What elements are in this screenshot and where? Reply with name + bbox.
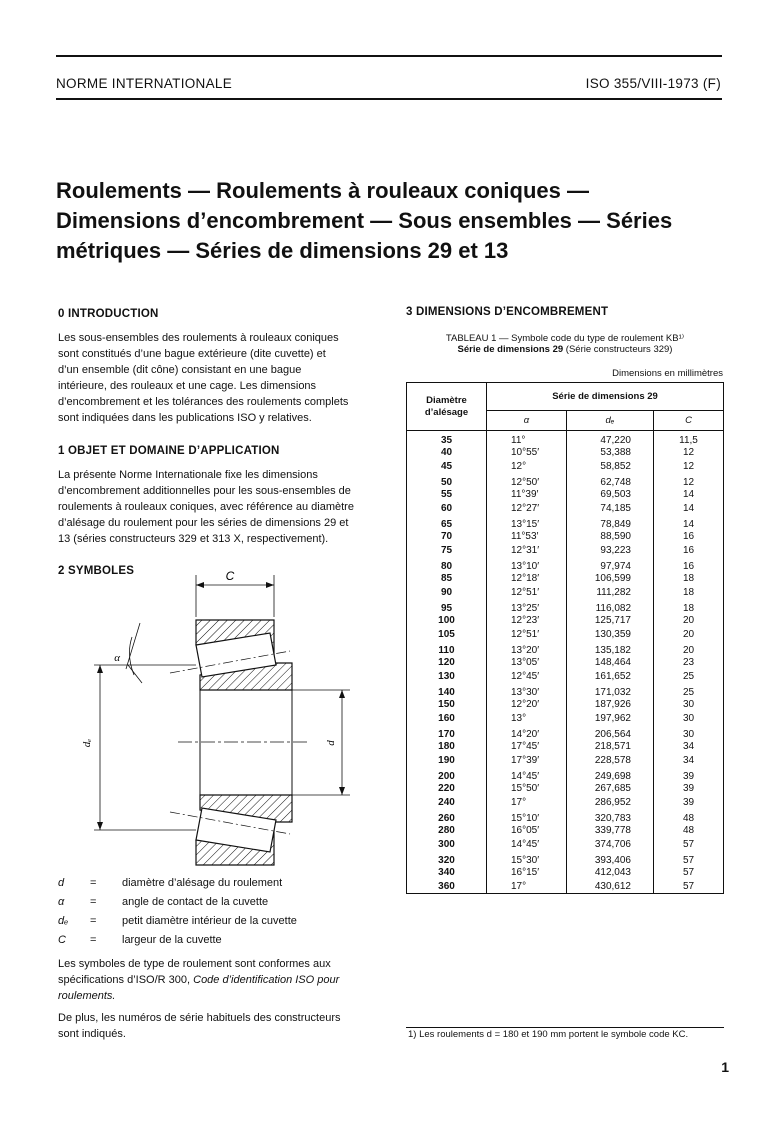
cell-bore: 300 bbox=[407, 838, 487, 852]
cell-alpha: 13°20′ bbox=[487, 641, 567, 656]
cell-bore: 45 bbox=[407, 460, 487, 474]
text-line: La présente Norme Internationale fixe les dimensions bbox=[58, 469, 318, 481]
table-row bbox=[407, 460, 724, 474]
cell-alpha: 12°51′ bbox=[487, 586, 567, 600]
text-line bbox=[58, 972, 376, 988]
page-number: 1 bbox=[721, 1059, 729, 1075]
cell-alpha: 12°45′ bbox=[487, 670, 567, 684]
cell-bore: 220 bbox=[407, 782, 487, 796]
cell-c: 20 bbox=[654, 614, 724, 628]
cell-c: 18 bbox=[654, 599, 724, 614]
text-line: Les symboles de type de roulement sont conformes aux bbox=[58, 958, 331, 970]
cell-alpha: 14°45′ bbox=[487, 838, 567, 852]
text-line: sont indiqués. bbox=[58, 1028, 126, 1040]
equals: = bbox=[90, 915, 97, 927]
cell-alpha: 16°15′ bbox=[487, 866, 567, 880]
text-line: 13 (séries constructeurs 329 et 313 X, respectivement). bbox=[58, 533, 329, 545]
cell-c: 12 bbox=[654, 446, 724, 460]
symbol-desc: diamètre d’alésage du roulement bbox=[122, 877, 283, 889]
footnote-rule bbox=[406, 1027, 724, 1028]
cell-alpha: 12°27′ bbox=[487, 502, 567, 516]
cell-alpha: 14°20′ bbox=[487, 725, 567, 740]
cell-de: 93,223 bbox=[567, 544, 654, 558]
table-row bbox=[407, 866, 724, 880]
cell-de: 88,590 bbox=[567, 530, 654, 544]
series-header: Série de dimensions 29 bbox=[487, 383, 724, 411]
cell-bore: 110 bbox=[407, 641, 487, 656]
text-line: d’un ensemble (dit cône) consistant en une bague bbox=[58, 364, 302, 376]
bearing-figure bbox=[70, 565, 370, 870]
caption-line bbox=[406, 344, 724, 355]
cell-alpha: 12° bbox=[487, 460, 567, 474]
intro-heading: 0 INTRODUCTION bbox=[58, 308, 159, 320]
cell-de: 116,082 bbox=[567, 599, 654, 614]
title-line: Dimensions d’encombrement — Sous ensembles — Séries bbox=[56, 208, 673, 233]
table-row bbox=[407, 599, 724, 614]
cell-c: 57 bbox=[654, 851, 724, 866]
cell-c: 16 bbox=[654, 530, 724, 544]
cell-c: 16 bbox=[654, 557, 724, 572]
cell-c: 39 bbox=[654, 767, 724, 782]
header-line: d’alésage bbox=[424, 406, 469, 418]
cell-de: 320,783 bbox=[567, 809, 654, 824]
cell-c: 48 bbox=[654, 824, 724, 838]
table-row bbox=[407, 754, 724, 768]
cell-bore: 360 bbox=[407, 880, 487, 894]
cell-bore: 75 bbox=[407, 544, 487, 558]
cell-bore: 160 bbox=[407, 712, 487, 726]
cell-alpha: 12°20′ bbox=[487, 698, 567, 712]
table-row bbox=[407, 740, 724, 754]
cell-de: 97,974 bbox=[567, 557, 654, 572]
cell-de: 135,182 bbox=[567, 641, 654, 656]
table-row bbox=[407, 586, 724, 600]
cell-alpha: 12°51′ bbox=[487, 628, 567, 642]
cell-alpha: 14°45′ bbox=[487, 767, 567, 782]
cell-de: 171,032 bbox=[567, 683, 654, 698]
intro-paragraph bbox=[58, 330, 376, 426]
symbol-desc: petit diamètre intérieur de la cuvette bbox=[122, 915, 297, 927]
cell-de: 125,717 bbox=[567, 614, 654, 628]
cell-c: 30 bbox=[654, 698, 724, 712]
table-row bbox=[407, 656, 724, 670]
label-alpha: α bbox=[114, 652, 120, 664]
cell-alpha: 12°50′ bbox=[487, 473, 567, 488]
cell-bore: 105 bbox=[407, 628, 487, 642]
cell-de: 206,564 bbox=[567, 725, 654, 740]
cell-bore: 140 bbox=[407, 683, 487, 698]
cell-de: 74,185 bbox=[567, 502, 654, 516]
symbol-desc: largeur de la cuvette bbox=[122, 934, 222, 946]
table-row bbox=[407, 838, 724, 852]
cell-alpha: 15°50′ bbox=[487, 782, 567, 796]
cell-bore: 320 bbox=[407, 851, 487, 866]
header-left: NORME INTERNATIONALE bbox=[56, 76, 233, 91]
cell-alpha: 13°30′ bbox=[487, 683, 567, 698]
caption-series-note: (Série constructeurs 329) bbox=[563, 344, 673, 355]
title-line: Roulements — Roulements à rouleaux coniques — bbox=[56, 178, 589, 203]
table-row bbox=[407, 796, 724, 810]
cell-c: 11,5 bbox=[654, 431, 724, 447]
cell-bore: 95 bbox=[407, 599, 487, 614]
symbols-note bbox=[58, 956, 376, 1004]
table-row bbox=[407, 446, 724, 460]
cell-alpha: 12°23′ bbox=[487, 614, 567, 628]
table-row bbox=[407, 641, 724, 656]
text-line: d’encombrement additionnelles pour les sous-ensembles de bbox=[58, 485, 351, 497]
scope-paragraph bbox=[58, 467, 376, 547]
cell-c: 20 bbox=[654, 641, 724, 656]
text-line: De plus, les numéros de série habituels des constructeurs bbox=[58, 1012, 341, 1024]
top-rule bbox=[56, 55, 722, 57]
header-right: ISO 355/VIII-1973 (F) bbox=[585, 76, 721, 91]
col-de-header: dₑ bbox=[567, 411, 654, 431]
cell-alpha: 13°05′ bbox=[487, 656, 567, 670]
label-c: C bbox=[225, 569, 235, 583]
symbol: dₑ bbox=[58, 915, 69, 927]
cell-de: 218,571 bbox=[567, 740, 654, 754]
table-row bbox=[407, 698, 724, 712]
cell-de: 197,962 bbox=[567, 712, 654, 726]
cell-c: 18 bbox=[654, 572, 724, 586]
table-body bbox=[407, 431, 724, 894]
cell-de: 47,220 bbox=[567, 431, 654, 447]
cell-bore: 60 bbox=[407, 502, 487, 516]
header-line: Diamètre bbox=[426, 394, 467, 406]
cell-c: 25 bbox=[654, 683, 724, 698]
table-footnote: 1) Les roulements d = 180 et 190 mm portent le symbole code KC. bbox=[408, 1029, 689, 1040]
cell-bore: 280 bbox=[407, 824, 487, 838]
cell-alpha: 11° bbox=[487, 431, 567, 447]
cell-de: 228,578 bbox=[567, 754, 654, 768]
symbol-desc: angle de contact de la cuvette bbox=[122, 896, 269, 908]
cell-bore: 70 bbox=[407, 530, 487, 544]
cell-alpha: 16°05′ bbox=[487, 824, 567, 838]
table-row bbox=[407, 767, 724, 782]
table-row bbox=[407, 502, 724, 516]
cell-alpha: 17°45′ bbox=[487, 740, 567, 754]
table-row bbox=[407, 530, 724, 544]
cell-c: 34 bbox=[654, 740, 724, 754]
cell-c: 57 bbox=[654, 880, 724, 894]
cell-de: 393,406 bbox=[567, 851, 654, 866]
scope-heading: 1 OBJET ET DOMAINE D’APPLICATION bbox=[58, 445, 280, 457]
table-row bbox=[407, 628, 724, 642]
cell-de: 130,359 bbox=[567, 628, 654, 642]
cell-alpha: 13°10′ bbox=[487, 557, 567, 572]
text-line: d’alésage du roulement pour les séries de dimensions 29 et bbox=[58, 517, 349, 529]
table-row bbox=[407, 683, 724, 698]
cell-c: 14 bbox=[654, 488, 724, 502]
cell-c: 39 bbox=[654, 796, 724, 810]
cell-alpha: 15°30′ bbox=[487, 851, 567, 866]
equals: = bbox=[90, 877, 97, 889]
cell-c: 18 bbox=[654, 586, 724, 600]
cell-c: 14 bbox=[654, 515, 724, 530]
symbol: α bbox=[58, 896, 65, 908]
cell-c: 23 bbox=[654, 656, 724, 670]
cell-de: 161,652 bbox=[567, 670, 654, 684]
cell-de: 111,282 bbox=[567, 586, 654, 600]
table-row bbox=[407, 851, 724, 866]
cell-c: 25 bbox=[654, 670, 724, 684]
table-row bbox=[407, 712, 724, 726]
cell-c: 39 bbox=[654, 782, 724, 796]
cell-bore: 35 bbox=[407, 431, 487, 447]
cell-alpha: 13° bbox=[487, 712, 567, 726]
cell-de: 106,599 bbox=[567, 572, 654, 586]
table-row bbox=[407, 880, 724, 894]
symbols-note-2 bbox=[58, 1010, 376, 1042]
cell-de: 53,388 bbox=[567, 446, 654, 460]
symbols-heading: 2 SYMBOLES bbox=[58, 565, 135, 577]
cell-bore: 85 bbox=[407, 572, 487, 586]
table-row bbox=[407, 473, 724, 488]
cell-c: 57 bbox=[654, 866, 724, 880]
cell-bore: 65 bbox=[407, 515, 487, 530]
cell-c: 30 bbox=[654, 725, 724, 740]
text-line: roulements. bbox=[58, 990, 116, 1002]
cell-bore: 90 bbox=[407, 586, 487, 600]
table-row bbox=[407, 488, 724, 502]
caption-line: TABLEAU 1 — Symbole code du type de roulement KB¹⁾ bbox=[445, 333, 685, 344]
cell-c: 48 bbox=[654, 809, 724, 824]
text-span: spécifications d’ISO/R 300, bbox=[58, 974, 194, 986]
cell-c: 16 bbox=[654, 544, 724, 558]
cell-bore: 180 bbox=[407, 740, 487, 754]
cell-de: 78,849 bbox=[567, 515, 654, 530]
cell-de: 430,612 bbox=[567, 880, 654, 894]
cell-c: 34 bbox=[654, 754, 724, 768]
cell-alpha: 11°53′ bbox=[487, 530, 567, 544]
cell-bore: 260 bbox=[407, 809, 487, 824]
label-d: d bbox=[325, 740, 337, 746]
text-line: roulements à rouleaux coniques, avec référence au diamètre bbox=[58, 501, 354, 513]
cell-de: 412,043 bbox=[567, 866, 654, 880]
cell-de: 148,464 bbox=[567, 656, 654, 670]
cell-bore: 130 bbox=[407, 670, 487, 684]
cell-c: 20 bbox=[654, 628, 724, 642]
cell-alpha: 13°25′ bbox=[487, 599, 567, 614]
title-line: métriques — Séries de dimensions 29 et 13 bbox=[56, 238, 509, 263]
dims-heading: 3 DIMENSIONS D’ENCOMBREMENT bbox=[406, 306, 609, 318]
cell-alpha: 17° bbox=[487, 880, 567, 894]
cell-de: 339,778 bbox=[567, 824, 654, 838]
page-title bbox=[56, 176, 716, 266]
caption-series: Série de dimensions 29 bbox=[457, 344, 564, 355]
cell-alpha: 17°39′ bbox=[487, 754, 567, 768]
label-de: dₑ bbox=[81, 738, 93, 748]
cell-bore: 150 bbox=[407, 698, 487, 712]
dimensions-table bbox=[406, 382, 724, 894]
symbol: C bbox=[58, 934, 66, 946]
cell-c: 14 bbox=[654, 502, 724, 516]
col-alpha-header: α bbox=[487, 411, 567, 431]
cell-alpha: 10°55′ bbox=[487, 446, 567, 460]
table-row bbox=[407, 515, 724, 530]
table-row bbox=[407, 614, 724, 628]
table-row bbox=[407, 725, 724, 740]
table-row bbox=[407, 670, 724, 684]
table-row bbox=[407, 809, 724, 824]
col-bore-header bbox=[407, 383, 487, 431]
cell-de: 187,926 bbox=[567, 698, 654, 712]
cell-alpha: 17° bbox=[487, 796, 567, 810]
text-line: sont constitués d’une bague extérieure (dite cuvette) et bbox=[58, 348, 326, 360]
cell-de: 249,698 bbox=[567, 767, 654, 782]
cell-bore: 340 bbox=[407, 866, 487, 880]
cell-bore: 170 bbox=[407, 725, 487, 740]
cell-bore: 55 bbox=[407, 488, 487, 502]
text-line: sont indiquées dans les publications ISO y relatives. bbox=[58, 412, 312, 424]
cell-bore: 190 bbox=[407, 754, 487, 768]
cell-de: 267,685 bbox=[567, 782, 654, 796]
cell-bore: 40 bbox=[407, 446, 487, 460]
symbol: d bbox=[58, 877, 65, 889]
cell-bore: 240 bbox=[407, 796, 487, 810]
cell-alpha: 12°31′ bbox=[487, 544, 567, 558]
table-row bbox=[407, 431, 724, 447]
table-caption bbox=[406, 333, 724, 355]
cell-de: 62,748 bbox=[567, 473, 654, 488]
text-line: intérieure, des rouleaux et une cage. Les dimensions bbox=[58, 380, 317, 392]
cell-de: 69,503 bbox=[567, 488, 654, 502]
header-rule bbox=[56, 98, 722, 100]
text-line: Les sous-ensembles des roulements à rouleaux coniques bbox=[58, 332, 339, 344]
table-row bbox=[407, 572, 724, 586]
cell-c: 57 bbox=[654, 838, 724, 852]
table-row bbox=[407, 782, 724, 796]
cell-bore: 50 bbox=[407, 473, 487, 488]
cell-bore: 80 bbox=[407, 557, 487, 572]
cell-alpha: 11°39′ bbox=[487, 488, 567, 502]
table-row bbox=[407, 557, 724, 572]
table-row bbox=[407, 824, 724, 838]
cell-c: 12 bbox=[654, 473, 724, 488]
cell-alpha: 12°18′ bbox=[487, 572, 567, 586]
cell-de: 286,952 bbox=[567, 796, 654, 810]
cell-alpha: 15°10′ bbox=[487, 809, 567, 824]
table-units: Dimensions en millimètres bbox=[612, 368, 723, 379]
text-span-italic: Code d’identification ISO pour bbox=[193, 974, 340, 986]
cell-bore: 120 bbox=[407, 656, 487, 670]
cell-c: 12 bbox=[654, 460, 724, 474]
cell-de: 58,852 bbox=[567, 460, 654, 474]
cell-bore: 200 bbox=[407, 767, 487, 782]
cell-de: 374,706 bbox=[567, 838, 654, 852]
equals: = bbox=[90, 896, 97, 908]
table-row bbox=[407, 544, 724, 558]
text-line: d’encombrement et les tolérances des roulements complets bbox=[58, 396, 349, 408]
cell-bore: 100 bbox=[407, 614, 487, 628]
cell-c: 30 bbox=[654, 712, 724, 726]
col-c-header: C bbox=[654, 411, 724, 431]
equals: = bbox=[90, 934, 97, 946]
cell-alpha: 13°15′ bbox=[487, 515, 567, 530]
